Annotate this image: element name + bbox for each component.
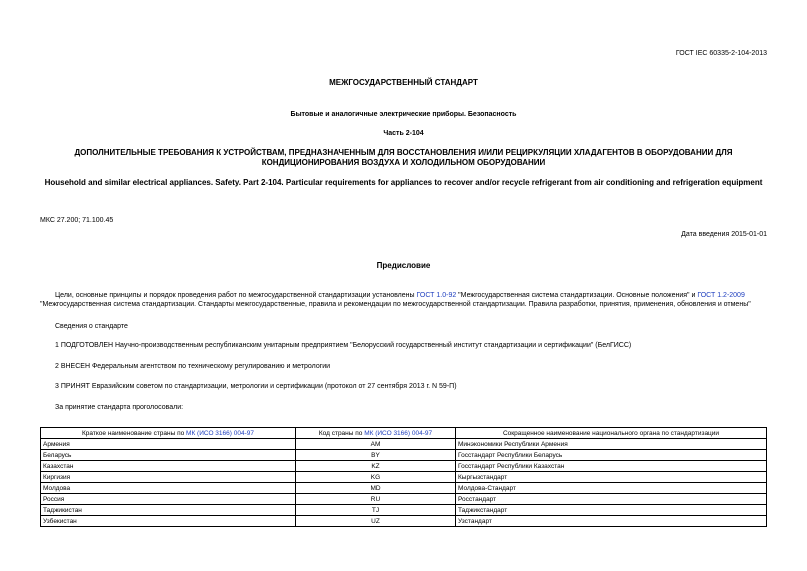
standards-body: Минэкономики Республики Армения [456, 439, 767, 450]
country-code: AM [296, 439, 456, 450]
gost-1-0-link[interactable]: ГОСТ 1.0-92 [416, 292, 457, 299]
header-country-code [296, 428, 456, 439]
country-code: KG [296, 472, 456, 483]
country-name: Россия [41, 494, 296, 505]
standards-body: Молдова-Стандарт [456, 483, 767, 494]
voted-label: За принятие стандарта проголосовали: [55, 404, 184, 411]
standard-title: МЕЖГОСУДАРСТВЕННЫЙ СТАНДАРТ [329, 78, 478, 87]
part-number: Часть 2-104 [383, 130, 424, 137]
table-row [41, 483, 767, 494]
country-code: TJ [296, 505, 456, 516]
preface-text-start: Цели, основные принципы и порядок проведения работ по межгосударственной стандартизации установлены [55, 292, 417, 299]
table-row [41, 494, 767, 505]
mk-iso-link[interactable]: МК (ИСО 3166) 004-97 [186, 429, 254, 437]
country-name: Таджикистан [41, 505, 296, 516]
standard-info-label: Сведения о стандарте [55, 323, 128, 330]
preface-heading: Предисловие [376, 261, 431, 270]
country-name: Киргизия [41, 472, 296, 483]
country-code: KZ [296, 461, 456, 472]
header-country-name [41, 428, 296, 439]
country-code: RU [296, 494, 456, 505]
country-name: Беларусь [41, 450, 296, 461]
header-standards-body: Сокращенное наименование национального органа по стандартизации [456, 428, 767, 439]
standards-body: Таджикстандарт [456, 505, 767, 516]
header-code-text: Код страны по [318, 429, 365, 437]
table-row [41, 439, 767, 450]
table-row [41, 516, 767, 527]
preface-text-mid: "Межгосударственная система стандартизации. Основные положения" и [456, 292, 698, 299]
country-name: Армения [41, 439, 296, 450]
table-row [41, 505, 767, 516]
voting-countries-table [40, 427, 767, 527]
gost-1-2-link[interactable]: ГОСТ 1.2-2009 [697, 292, 745, 299]
accepted-by: 3 ПРИНЯТ Евразийским советом по стандартизации, метрологии и сертификации (протокол от 27 сентября 2013 г. N 59-П) [55, 383, 457, 390]
standards-body: Кыргызстандарт [456, 472, 767, 483]
standards-body: Госстандарт Республики Беларусь [456, 450, 767, 461]
table-row [41, 472, 767, 483]
preface-paragraph [40, 292, 767, 310]
country-code: MD [296, 483, 456, 494]
introduced-by: 2 ВНЕСЕН Федеральным агентством по техническому регулированию и метрологии [55, 363, 331, 370]
standards-body: Узстандарт [456, 516, 767, 527]
introduction-date: Дата введения 2015-01-01 [681, 231, 767, 238]
table-row [41, 461, 767, 472]
standards-body: Госстандарт Республики Казахстан [456, 461, 767, 472]
country-code: BY [296, 450, 456, 461]
mks-code: МКС 27.200; 71.100.45 [40, 217, 114, 224]
country-name: Молдова [41, 483, 296, 494]
country-name: Казахстан [41, 461, 296, 472]
preface-text-end: "Межгосударственная система стандартизации. Стандарты межгосударственные, правила и рекомендации по межгосударственной стандартизации. Правила разработки, принятия, применения, обновления и отмены" [40, 300, 751, 308]
table-row [41, 450, 767, 461]
header-country-text: Краткое наименование страны по [82, 429, 187, 437]
document-subtitle: Бытовые и аналогичные электрические приборы. Безопасность [290, 111, 517, 118]
country-code: UZ [296, 516, 456, 527]
standards-body: Росстандарт [456, 494, 767, 505]
prepared-by: 1 ПОДГОТОВЛЕН Научно-производственным республиканским унитарным предприятием "Белорусский государственный институт стандартизации и сертификации" (БелГИСС) [55, 342, 632, 349]
gost-code: ГОСТ IEC 60335-2-104-2013 [675, 50, 767, 57]
mk-iso-link[interactable]: МК (ИСО 3166) 004-97 [364, 429, 433, 437]
table-header-row [41, 428, 767, 439]
requirements-title-en: Household and similar electrical appliances. Safety. Part 2-104. Particular requirements for appliances to recover and/or recycle refrigerant from air conditioning and refrigeration equipment [44, 178, 763, 187]
country-name: Узбекистан [41, 516, 296, 527]
requirements-title-ru: ДОПОЛНИТЕЛЬНЫЕ ТРЕБОВАНИЯ К УСТРОЙСТВАМ, ПРЕДНАЗНАЧЕННЫМ ДЛЯ ВОССТАНОВЛЕНИЯ И/ИЛИ РЕЦИРКУЛЯЦИИ ХЛАДАГЕНТОВ В ОБОРУДОВАНИИ ДЛЯ КОНДИЦИОНИРОВАНИЯ ВОЗДУХА И ХОЛОДИЛЬНОМ ОБОРУДОВАНИИ [74, 148, 733, 168]
